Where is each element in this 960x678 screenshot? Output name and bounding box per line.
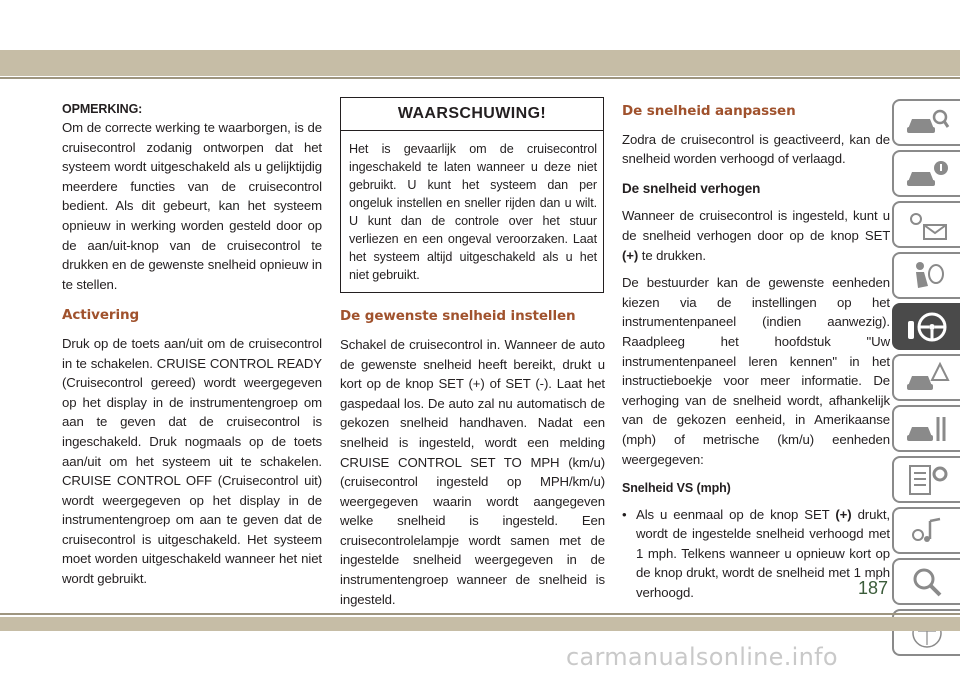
bullet-marker: • (622, 506, 627, 522)
column-left (62, 100, 322, 589)
verhogen-text-1-end: te drukken. (641, 247, 706, 263)
heading-vs-mph: Snelheid VS (mph) (622, 481, 731, 496)
column-middle (340, 100, 605, 609)
heading-aanpassen: De snelheid aanpassen (622, 103, 796, 119)
heading-verhogen: De snelheid verhogen (622, 180, 761, 196)
set-plus-key-bullet: (+) (835, 506, 852, 522)
warning-title: WAARSCHUWING! (341, 98, 603, 131)
footer-band (0, 617, 960, 631)
note-text: Om de correcte werking te waarborgen, is de cruisecontrol zodanig ontworpen dat het systeem wordt uitgeschakeld als u gelijktijdig meerdere functies van de cruisecontrol bedient. Als dit gebeurt, kan het systeem opnieuw in werking worden gesteld door op de aan/uit-knop van de cruisecontrol te drukken en de gewenste snelheid opnieuw in te stellen. (62, 120, 322, 292)
note-title: OPMERKING: (62, 102, 143, 116)
checklist-gear-icon (904, 462, 950, 498)
car-info-icon (904, 156, 950, 192)
tab-car-info[interactable] (892, 150, 960, 197)
tab-car-magnifier[interactable] (892, 99, 960, 146)
footer-rule (0, 613, 960, 615)
warning-box (340, 97, 604, 293)
watermark: carmanualsonline.info (566, 643, 838, 671)
tab-steering-wheel[interactable] (892, 303, 960, 350)
tab-search[interactable] (892, 558, 960, 605)
car-hazard-icon (904, 360, 950, 396)
header-rule (0, 77, 960, 79)
tab-car-hazard[interactable] (892, 354, 960, 401)
verhogen-text-1-start: Wanneer de cruisecontrol is ingesteld, kunt u de snelheid verhogen door op de knop SET (622, 208, 890, 243)
tab-warning-lights[interactable] (892, 201, 960, 248)
verhogen-text-2: De bestuurder kan de gewenste eenheden kiezen via de instellingen op het instrumentenpaneel (indien aanwezig). Raadpleeg het hoofdstuk "Uw instrumentenpaneel leren kennen" in het instructieboekje voor meer informatie. De verhoging van de snelheid wordt, afhankelijk van de gekozen eenheid, in Amerikaanse (mph) of metrische (km/u) eenheden weergegeven: (622, 275, 890, 467)
car-tools-icon (904, 411, 950, 447)
tab-checklist-gear[interactable] (892, 456, 960, 503)
heading-instellen: De gewenste snelheid instellen (340, 308, 576, 325)
steering-wheel-icon (904, 309, 950, 345)
bullet-text-end: drukt, wordt de ingestelde snelheid verhoogd met 1 mph. Telkens wanneer u opnieuw kort op de knop drukt, wordt de snelheid met 1 mph verhoogd. (636, 506, 890, 601)
music-settings-icon (904, 513, 950, 549)
bullet-text-start: Als u eenmaal op de knop SET (636, 506, 830, 522)
tab-car-tools[interactable] (892, 405, 960, 452)
warning-lights-icon (904, 207, 950, 243)
heading-activering: Activering (62, 307, 140, 324)
instellen-text: Schakel de cruisecontrol in. Wanneer de auto de gewenste snelheid heeft bereikt, drukt u kort op de knop SET (+) of SET (-). Laat het gaspedaal los. De auto zal nu automatisch de gekozen snelheid handhaven. Nadat een snelheid is ingesteld, wordt een melding CRUISE CONTROL SET TO MPH (km/u) (cruisecontrol ingesteld op MPH/km/u) weergegeven waarin wordt aangegeven welke snelheid is ingesteld. Een cruisecontrolelampje wordt samen met de ingestelde snelheid weergegeven in de instrumentengroep wanneer de snelheid is ingesteld. (340, 336, 605, 607)
car-magnifier-icon (904, 105, 950, 141)
activering-text: Druk op de toets aan/uit om de cruisecontrol in te schakelen. CRUISE CONTROL READY (Cruisecontrol gereed) wordt weergegeven op het display in de instrumentengroep om aan te geven dat de cruisecontrol is ingeschakeld. Druk nogmaals op de toets aan/uit om het systeem uit te schakelen. CRUISE CONTROL OFF (Cruisecontrol uit) wordt weergegeven op het display in de instrumentengroep om aan te geven dat de cruisecontrol is uitgeschakeld. Het systeem moet worden uitgeschakeld wanneer het niet wordt gebruikt. (62, 335, 322, 587)
header-band (0, 50, 960, 76)
chapter-tabs (892, 99, 960, 660)
airbag-seat-icon (904, 258, 950, 294)
column-right (622, 100, 890, 603)
aanpassen-text: Zodra de cruisecontrol is geactiveerd, kan de snelheid worden verhoogd of verlaagd. (622, 131, 890, 167)
tab-airbag-seat[interactable] (892, 252, 960, 299)
set-plus-key: (+) (622, 247, 639, 263)
verhogen-text-1 (622, 206, 890, 265)
tab-music-settings[interactable] (892, 507, 960, 554)
page-number: 187 (858, 578, 889, 598)
warning-text: Het is gevaarlijk om de cruisecontrol ingeschakeld te laten wanneer u deze niet gebruikt. U kunt het systeem dan per ongeluk instellen en sneller rijden dan u wilt. U kunt dan de controle over het stuur verliezen en een ongeval veroorzaken. Laat het systeem altijd uitgeschakeld als u het niet gebruikt. (349, 141, 597, 283)
search-icon (904, 564, 950, 600)
list-item (622, 505, 890, 603)
